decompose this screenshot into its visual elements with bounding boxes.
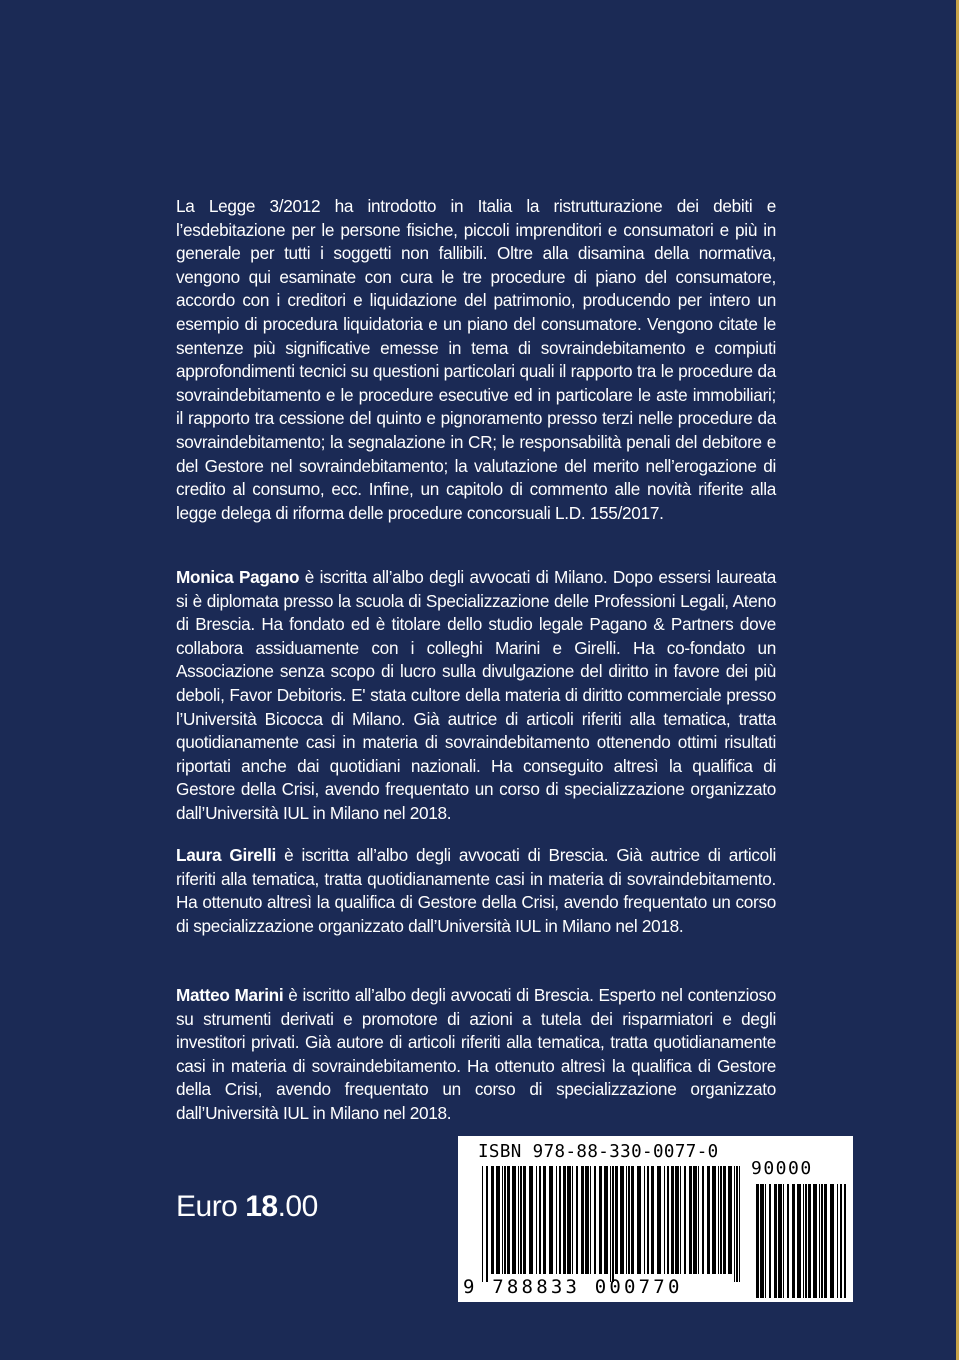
barcode-bar — [518, 1166, 519, 1274]
barcode-bar — [559, 1166, 561, 1274]
barcode-bar — [523, 1166, 526, 1274]
barcode-bar — [667, 1166, 669, 1274]
barcode-bar — [797, 1184, 801, 1298]
barcode-digits: 9 788833 000770 — [463, 1276, 683, 1298]
barcode-bar — [728, 1166, 732, 1274]
barcode-bar — [482, 1166, 483, 1282]
author-name: Laura Girelli — [176, 845, 277, 865]
barcode-bar — [594, 1166, 596, 1274]
barcode-bar — [720, 1166, 722, 1274]
barcode-bar — [572, 1166, 573, 1274]
barcode-bar — [486, 1166, 488, 1282]
barcode-bar — [808, 1184, 811, 1298]
isbn-barcode — [458, 1136, 853, 1302]
barcode-bar — [491, 1166, 494, 1274]
barcode-bar — [615, 1166, 618, 1274]
barcode-bar — [707, 1166, 710, 1274]
author-bio-marini — [176, 984, 776, 1126]
barcode-bar — [813, 1184, 817, 1298]
barcode-bar — [824, 1184, 827, 1298]
author-bio-girelli — [176, 844, 776, 938]
barcode-bar — [734, 1166, 735, 1282]
barcode-bar — [563, 1166, 566, 1274]
barcode-bar — [612, 1166, 614, 1282]
barcode-bar — [698, 1166, 699, 1274]
price-decimals: .00 — [277, 1190, 318, 1223]
barcode-bar — [628, 1166, 630, 1274]
barcode-bar — [599, 1166, 602, 1274]
barcode-bar — [736, 1166, 738, 1282]
barcode-bar — [657, 1166, 661, 1274]
barcode-bar — [821, 1184, 823, 1298]
barcode-bar — [765, 1184, 766, 1298]
addon-code: 90000 — [751, 1158, 813, 1179]
barcode-bar — [637, 1166, 641, 1274]
barcode-bar — [543, 1166, 546, 1274]
barcode-bar — [631, 1166, 634, 1274]
price-currency: Euro — [176, 1190, 246, 1223]
author-bio-text: è iscritto all’albo degli avvocati di Brescia. Esperto nel contenzioso su strumenti derivati e promotore di azioni a tutela dei risparmiatori e degli investitori privati. Già autore di articoli riferiti alla tematica, tratta quotidianamente casi in materia di sovraindebitamento. Ha ottenuto altresì la qualifica di Gestore della Crisi, avendo frequentato un corso di specializzazione organizzato dall’Università IUL in Milano nel 2018. — [176, 985, 777, 1123]
author-name: Monica Pagano — [176, 567, 300, 587]
price-label — [176, 1190, 318, 1224]
barcode-bar — [664, 1166, 665, 1274]
barcode-bar — [792, 1184, 795, 1298]
barcode-bar — [778, 1184, 782, 1298]
barcode-bar — [556, 1166, 557, 1274]
barcode-bar — [760, 1184, 764, 1298]
book-summary — [176, 195, 776, 525]
barcode-bar — [840, 1184, 842, 1298]
author-name: Matteo Marini — [176, 985, 284, 1005]
barcode-bar — [671, 1166, 674, 1274]
barcode-bar — [684, 1166, 686, 1274]
barcode-bar — [567, 1166, 571, 1274]
barcode-bar — [504, 1166, 506, 1274]
barcode-bar — [739, 1166, 740, 1282]
barcode-bar — [512, 1166, 516, 1274]
barcode-bar — [769, 1184, 771, 1298]
barcode-bar — [712, 1166, 716, 1274]
isbn-label: ISBN 978-88-330-0077-0 — [478, 1142, 719, 1162]
author-bio-pagano — [176, 566, 776, 826]
barcode-bar — [644, 1166, 645, 1274]
price-integer: 18 — [245, 1190, 278, 1223]
barcode-bar — [626, 1166, 627, 1274]
barcode-bar — [581, 1166, 584, 1274]
barcode-bar — [502, 1166, 503, 1274]
barcode-bar — [549, 1166, 553, 1274]
barcode-bar — [819, 1184, 820, 1298]
barcode-bar — [689, 1166, 692, 1274]
barcode-bar — [830, 1184, 834, 1298]
barcode-bar — [844, 1184, 846, 1298]
barcode-bar — [496, 1166, 500, 1274]
barcode-bar — [787, 1184, 789, 1298]
barcode-bar — [756, 1184, 759, 1298]
barcode-bar — [539, 1166, 541, 1274]
barcode-bar — [585, 1166, 589, 1274]
author-bio-text: è iscritta all’albo degli avvocati di Brescia. Già autrice di articoli riferiti alla tematica, tratta quotidianamente casi in materia di sovraindebitamento. Ha ottenuto altresì la qualifica di Gestore della Crisi, avendo frequentato un corso di specializzazione organizzato dall’Università IUL in Milano nel 2018. — [176, 845, 776, 936]
barcode-bar — [805, 1184, 807, 1298]
barcode-bar — [651, 1166, 654, 1274]
barcode-bar — [647, 1166, 649, 1274]
barcode-bar — [576, 1166, 578, 1274]
barcode-bar — [520, 1166, 522, 1274]
barcode-bar — [590, 1166, 591, 1274]
barcode-bar — [718, 1166, 719, 1274]
barcode-bar — [680, 1166, 681, 1274]
barcode-bar — [783, 1184, 784, 1298]
barcode-bar — [536, 1166, 537, 1274]
barcode-bar — [507, 1166, 510, 1274]
barcode-bar — [723, 1166, 726, 1274]
barcode-bar — [803, 1184, 804, 1298]
barcode-bar — [702, 1166, 704, 1274]
author-bio-text: è iscritta all’albo degli avvocati di Milano. Dopo essersi laureata si è diplomata presso la scuola di Specializzazione delle Professioni Legali, Ateno di Brescia. Ha fondato ed è titolare dello studio legale Pagano & Partners dove collabora assiduamente con i colleghi Marini e Girelli. Ha co-fondato un Associazione senza scopo di lucro sulla divulgazione del diritto in favore dei più deboli, Favor Debitoris. E' stata cultore della materia di diritto commerciale presso l’Università Bicocca di Milano. Già autrice di articoli riferiti alla tematica, tratta quotidianamente casi in materia di sovraindebitamento ottenendo ottimi risultati riportati anche dai quotidiani nazionali. Ha conseguito altresì la qualifica di Gestore della Crisi, avendo frequentato un corso di specializzazione organizzato dall’Università IUL in Milano nel 2018. — [176, 567, 776, 823]
barcode-bar — [837, 1184, 838, 1298]
barcode-bar — [774, 1184, 777, 1298]
summary-text: La Legge 3/2012 ha introdotto in Italia la ristrutturazione dei debiti e l’esdebitazione per le persone fisiche, piccoli imprenditori e consumatori e più in generale per tutti i soggetti non fallibili. Oltre alla disamina della normativa, vengono qui esaminate con cura le tre procedure di piano del consumatore, accordo con i creditori e liquidazione del patrimonio, producendo per intero un esempio di procedura liquidatoria e un piano del consumatore. Vengono citate le sentenze più significative emesse in tema di sovraindebitamento e compiuti approfondimenti tecnici su questioni particolari quali il rapporto tra le procedure da sovraindebitamento e le procedure esecutive ed in particolare le aste immobiliari; il rapporto tra cessione del quinto e pignoramento presso terzi nelle procedure da sovraindebitamento; la segnalazione in CR; le responsabilità penali del debitore e del Gestore nel sovraindebitamento; la valutazione del merito nell’erogazione di credito al consumo, ecc. Infine, un capitolo di commento alle novità riferite alla legge delega di riforma delle procedure concorsuali L.D. 155/2017. — [176, 196, 776, 523]
barcode-bar — [675, 1166, 679, 1274]
barcode-bar — [620, 1166, 624, 1274]
barcode-bar — [604, 1166, 608, 1274]
barcode-bar — [693, 1166, 697, 1274]
barcode-bar — [529, 1166, 533, 1274]
barcode-bar — [610, 1166, 611, 1282]
